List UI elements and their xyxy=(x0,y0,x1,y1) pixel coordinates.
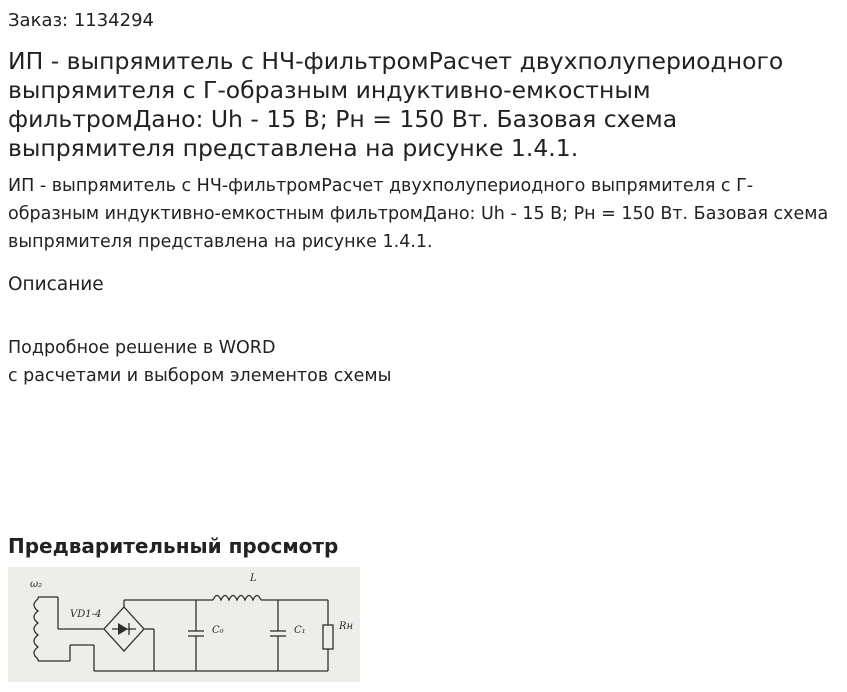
description-line: с расчетами и выбором элементов схемы xyxy=(8,366,392,386)
winding-label: ω₂ xyxy=(30,579,43,590)
inductor-label: L xyxy=(250,573,257,584)
cap0-label: C₀ xyxy=(212,625,224,636)
preview-image[interactable] xyxy=(8,567,360,682)
cap1-label: C₁ xyxy=(294,625,306,636)
load-label: Rн xyxy=(339,621,354,632)
description-line: Подробное решение в WORD xyxy=(8,338,276,358)
diode-label: VD1-4 xyxy=(70,609,102,620)
inductor xyxy=(213,596,261,601)
page-title: ИП - выпрямитель с НЧ-фильтромРасчет двухполупериодного выпрямителя с Г-образным индуктивно-емкостным фильтромДано: Uh - 15 В; Рн = 150 Вт. Базовая схема выпрямителя представлена на рисунке 1.4.1. xyxy=(8,47,784,162)
load-resistor xyxy=(323,625,333,649)
order-number: Заказ: 1134294 xyxy=(8,10,154,31)
preview-heading: Предварительный просмотр xyxy=(8,534,339,558)
transformer-winding xyxy=(34,599,38,659)
description-heading: Описание xyxy=(8,274,104,295)
rectifier-schematic xyxy=(8,567,360,682)
product-summary: ИП - выпрямитель с НЧ-фильтромРасчет двухполупериодного выпрямителя с Г-образным индуктивно-емкостным фильтромДано: Uh - 15 В; Рн = 150 Вт. Базовая схема выпрямителя представлена на рисунке 1.4.1. xyxy=(8,176,829,252)
